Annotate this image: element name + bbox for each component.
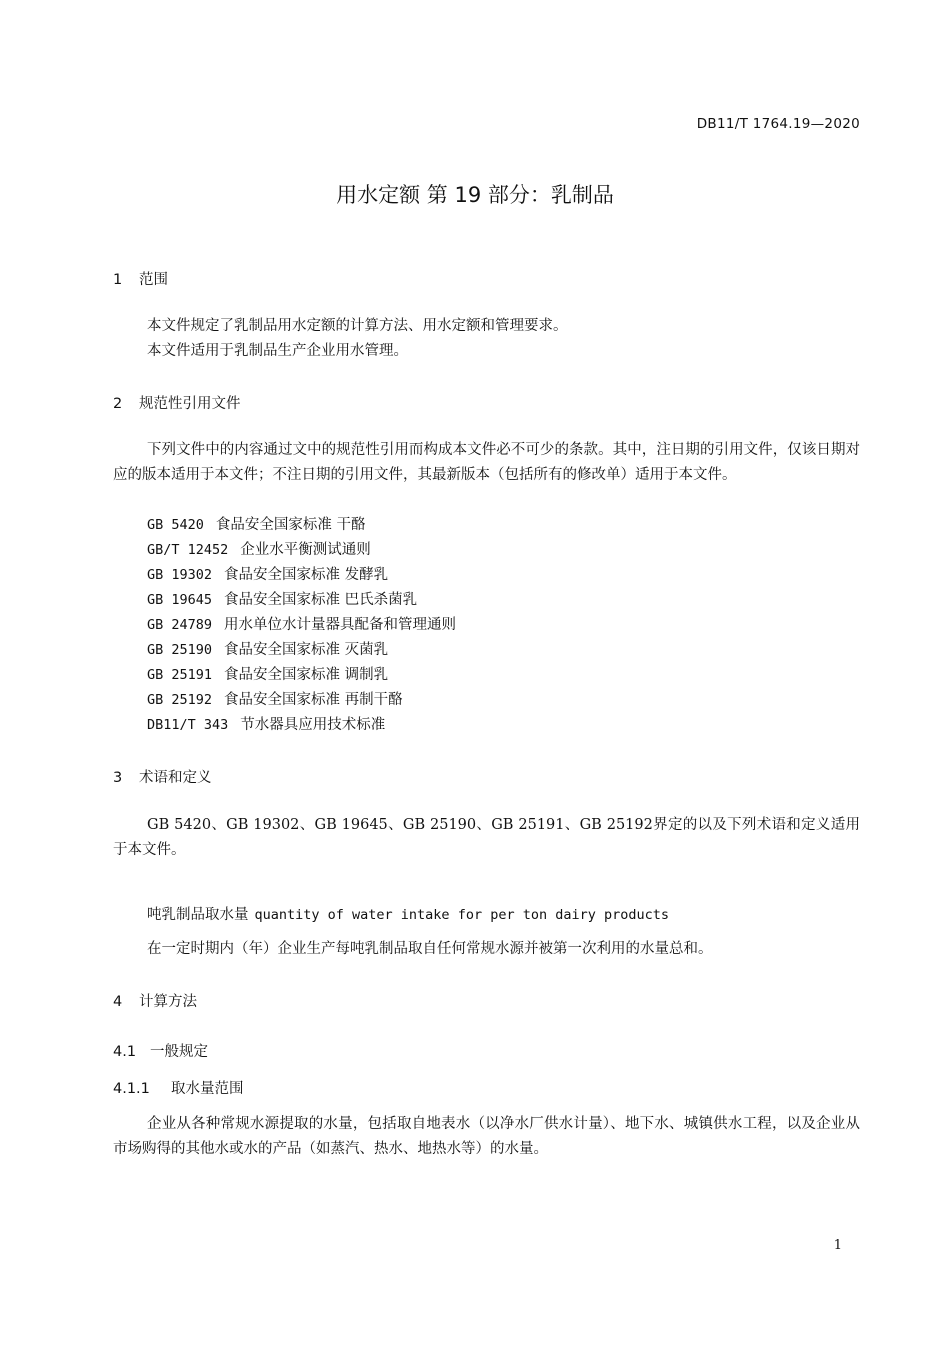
reference-item	[147, 663, 388, 684]
reference-item	[147, 563, 388, 584]
section-4-heading	[113, 990, 197, 1011]
subsection-number: 4.1	[113, 1044, 137, 1060]
term-english: quantity of water intake for per ton dairy products	[254, 907, 670, 923]
section-1-paragraph-1: 本文件规定了乳制品用水定额的计算方法、用水定额和管理要求。	[147, 318, 568, 334]
page-number: 1	[833, 1238, 842, 1253]
section-4-paragraph: 企业从各种常规水源提取的水量，包括取自地表水（以净水厂供水计量）、地下水、城镇供水工程，以及企业从市场购得的其他水或水的产品（如蒸汽、热水、地热水等）的水量。	[113, 1116, 860, 1157]
section-number: 4	[113, 994, 123, 1010]
section-2-heading	[113, 392, 241, 413]
reference-item	[147, 513, 366, 534]
reference-name: 节水器具应用技术标准	[240, 717, 386, 733]
reference-item	[147, 638, 388, 659]
reference-name: 食品安全国家标准 发酵乳	[224, 567, 389, 583]
section-1-heading	[113, 268, 168, 289]
reference-name: 食品安全国家标准 再制干酪	[224, 692, 403, 708]
section-number: 3	[113, 770, 123, 786]
standard-code: DB11/T 1764.19—2020	[696, 116, 860, 132]
section-title: 术语和定义	[139, 770, 212, 786]
reference-item	[147, 588, 417, 609]
term-heading	[147, 903, 669, 924]
reference-code: GB 5420	[147, 517, 204, 533]
document-title: 用水定额 第 19 部分：乳制品	[336, 183, 614, 207]
section-title: 范围	[139, 272, 168, 288]
reference-code: GB 19645	[147, 592, 213, 608]
subsection-title: 一般规定	[150, 1044, 208, 1060]
section-2-intro: 下列文件中的内容通过文中的规范性引用而构成本文件必不可少的条款。其中，注日期的引用文件，仅该日期对应的版本适用于本文件；不注日期的引用文件，其最新版本（包括所有的修改单）适用于本文件。	[113, 442, 860, 483]
reference-item	[147, 538, 371, 559]
reference-code: GB 24789	[147, 617, 213, 633]
section-title: 规范性引用文件	[139, 396, 241, 412]
reference-item	[147, 713, 385, 734]
subsection-4-1-1-heading	[113, 1077, 244, 1098]
term-chinese: 吨乳制品取水量	[147, 907, 249, 923]
subsection-title: 取水量范围	[171, 1081, 244, 1097]
section-title: 计算方法	[139, 994, 197, 1010]
reference-code: GB 19302	[147, 567, 213, 583]
reference-code: GB 25192	[147, 692, 213, 708]
section-3-heading	[113, 766, 212, 787]
term-definition: 在一定时期内（年）企业生产每吨乳制品取自任何常规水源并被第一次利用的水量总和。	[147, 941, 713, 957]
reference-name: 企业水平衡测试通则	[240, 542, 371, 558]
subsection-4-1-heading	[113, 1040, 208, 1061]
reference-name: 食品安全国家标准 干酪	[215, 517, 366, 533]
section-number: 2	[113, 396, 123, 412]
subsection-number: 4.1.1	[113, 1081, 150, 1097]
section-3-intro: GB 5420、GB 19302、GB 19645、GB 25190、GB 25191、GB 25192界定的以及下列术语和定义适用于本文件。	[113, 817, 860, 858]
reference-item	[147, 613, 456, 634]
reference-name: 食品安全国家标准 巴氏杀菌乳	[224, 592, 418, 608]
reference-code: GB 25191	[147, 667, 213, 683]
section-1-paragraph-2: 本文件适用于乳制品生产企业用水管理。	[147, 343, 408, 359]
reference-code: DB11/T 343	[147, 717, 229, 733]
section-number: 1	[113, 272, 123, 288]
reference-code: GB 25190	[147, 642, 213, 658]
reference-name: 食品安全国家标准 灭菌乳	[224, 642, 389, 658]
reference-item	[147, 688, 403, 709]
reference-name: 食品安全国家标准 调制乳	[224, 667, 389, 683]
reference-code: GB/T 12452	[147, 542, 229, 558]
reference-name: 用水单位水计量器具配备和管理通则	[224, 617, 457, 633]
